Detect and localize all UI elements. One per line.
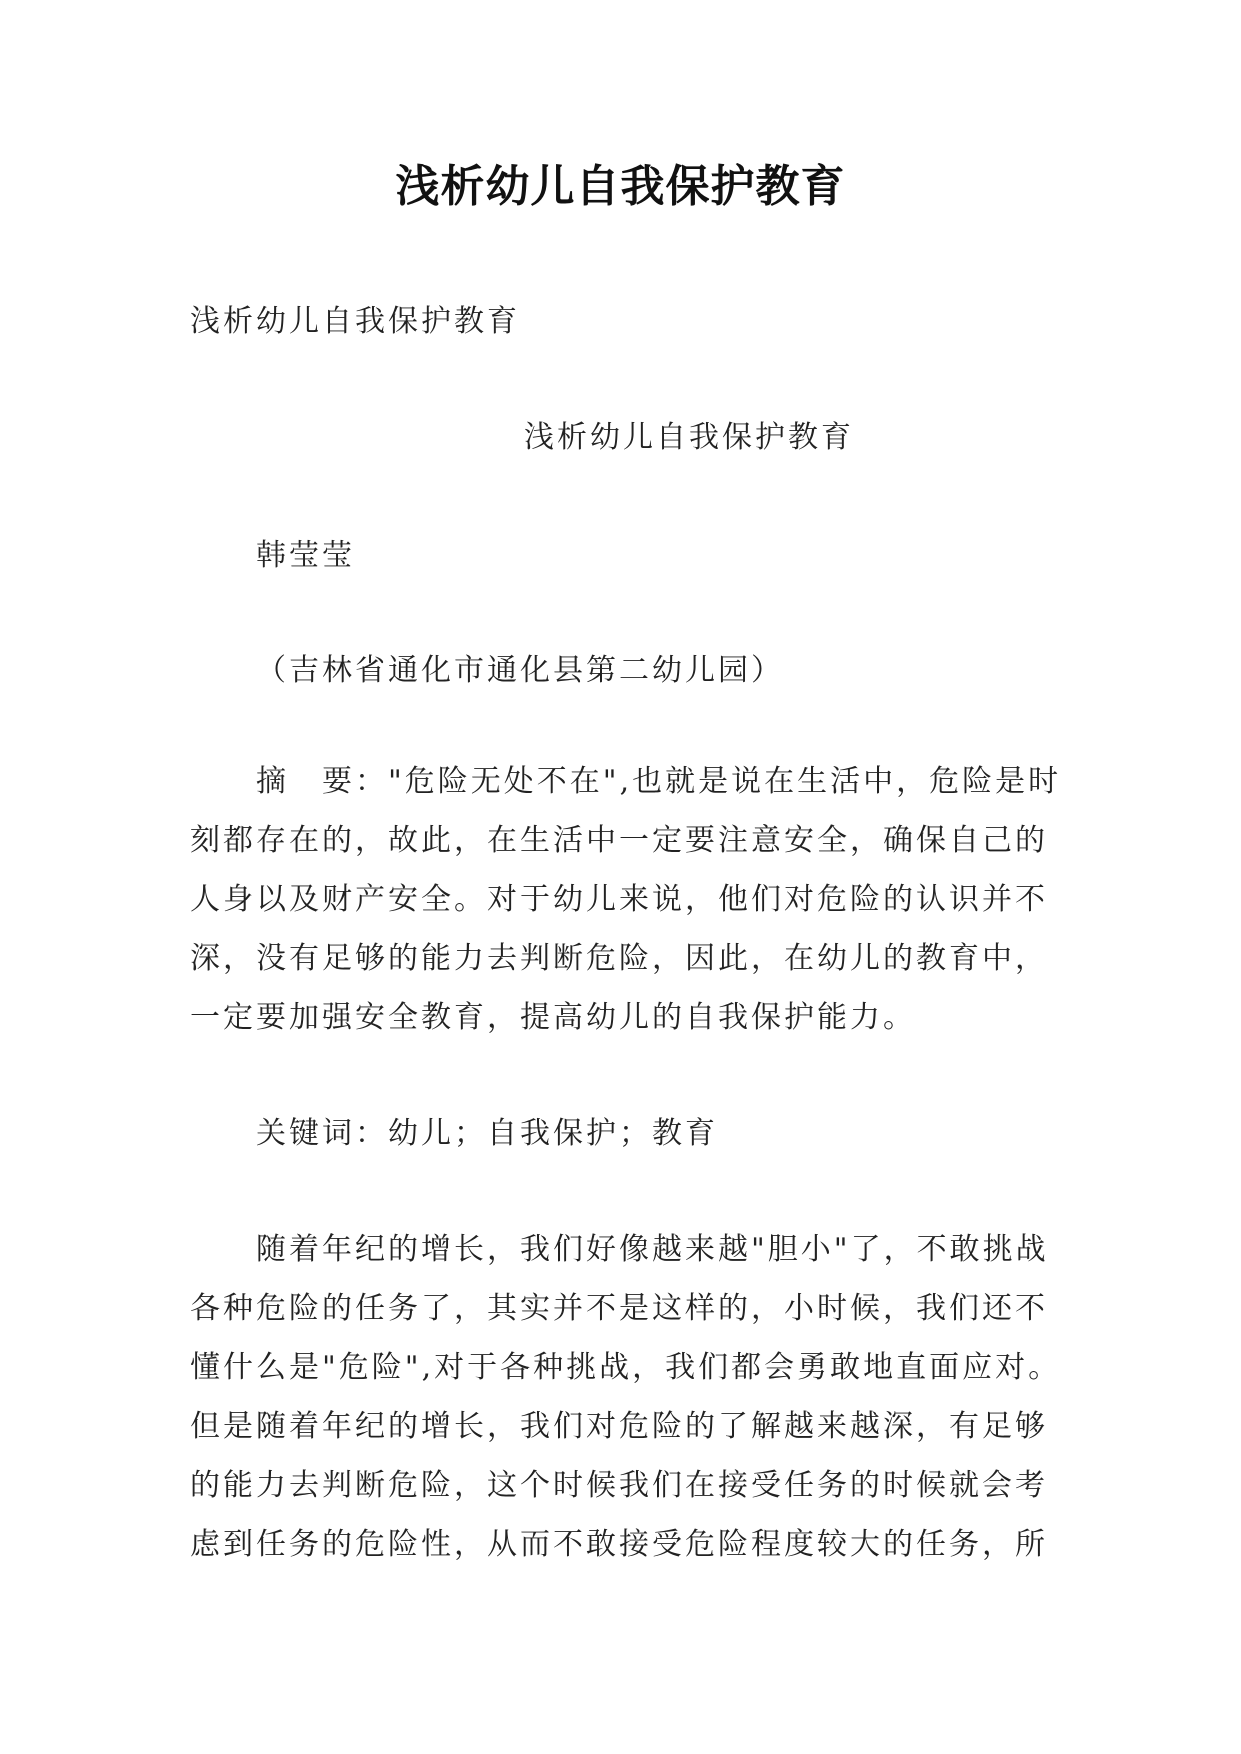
article-heading-centered: 浅析幼儿自我保护教育: [524, 420, 854, 455]
keywords: 关键词：幼儿；自我保护；教育: [256, 1116, 718, 1151]
abstract-line: 摘 要："危险无处不在",也就是说在生活中，危险是时: [256, 764, 1062, 799]
article-subtitle: 浅析幼儿自我保护教育: [190, 304, 520, 339]
body-paragraph: [190, 1220, 1070, 1574]
body-line: 各种危险的任务了，其实并不是这样的，小时候，我们还不: [190, 1291, 1048, 1326]
body-line: 虑到任务的危险性，从而不敢接受危险程度较大的任务，所: [190, 1527, 1048, 1562]
abstract-paragraph: [190, 752, 1070, 1047]
body-line: 的能力去判断危险，这个时候我们在接受任务的时候就会考: [190, 1468, 1048, 1503]
body-line: 懂什么是"危险",对于各种挑战，我们都会勇敢地直面应对。: [190, 1350, 1062, 1385]
abstract-line: 刻都存在的，故此，在生活中一定要注意安全，确保自己的: [190, 823, 1048, 858]
body-line: 随着年纪的增长，我们好像越来越"胆小"了，不敢挑战: [256, 1232, 1049, 1267]
author-affiliation: （吉林省通化市通化县第二幼儿园）: [256, 653, 784, 688]
document-title: 浅析幼儿自我保护教育: [395, 161, 846, 212]
author-name: 韩莹莹: [256, 538, 355, 573]
body-line: 但是随着年纪的增长，我们对危险的了解越来越深，有足够: [190, 1409, 1048, 1444]
abstract-line: 一定要加强安全教育，提高幼儿的自我保护能力。: [190, 1000, 916, 1035]
abstract-line: 深，没有足够的能力去判断危险，因此，在幼儿的教育中，: [190, 941, 1048, 976]
abstract-line: 人身以及财产安全。对于幼儿来说，他们对危险的认识并不: [190, 882, 1048, 917]
